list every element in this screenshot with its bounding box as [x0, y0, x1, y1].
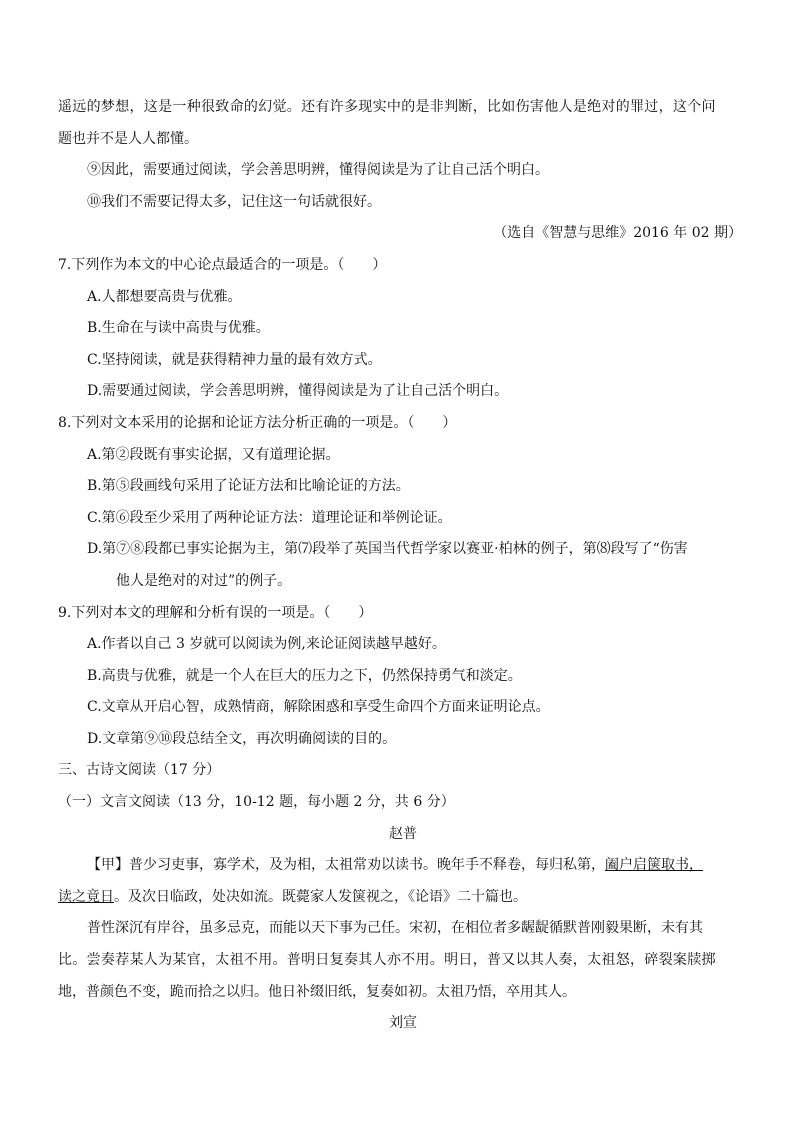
question-9-option-d: D.文章第⑨⑩段总结全文，再次明确阅读的目的。 — [87, 730, 397, 747]
question-9-option-c: C.文章从开启心智，成熟情商，解除困惑和享受生命四个方面来证明论点。 — [87, 699, 550, 716]
question-7-option-d: D.需要通过阅读，学会善思明辨，懂得阅读是为了让自己活个明白。 — [87, 383, 509, 400]
section-3-subheading: （一）文言文阅读（13 分，10-12 题，每小题 2 分，共 6 分） — [58, 794, 455, 811]
classical-text-paragraph-2-line-2: 比。尝奏荐某人为某官，太祖不用。普明日复奏其人亦不用。明日，普又以其人奏，太祖怒，碎裂案牍掷 — [58, 952, 716, 969]
jia-text-start: 【甲】普少习吏事，寡学术，及为相，太祖常劝以读书。晚年手不释卷，每归私第， — [87, 857, 605, 874]
jia-underlined-part-1: 阖户启箧取书， — [605, 857, 703, 874]
question-8-option-a: A.第②段既有事实论据，又有道理论据。 — [87, 446, 340, 463]
question-8-option-d: D.第⑦⑧段都已事实论据为主，第⑺段举了英国当代哲学家以赛亚·柏林的例子，第⑻段写了“伤害 — [87, 541, 688, 558]
question-8-stem: 8.下列对文本采用的论据和论证方法分析正确的一项是。（ ） — [58, 414, 457, 431]
question-7-option-b: B.生命在与读中高贵与优雅。 — [87, 320, 270, 337]
question-9-option-a: A.作者以自己 3 岁就可以阅读为例,来论证阅读越早越好。 — [87, 636, 446, 653]
question-7-option-a: A.人都想要高贵与优雅。 — [87, 288, 242, 305]
question-8-option-b: B.第⑤段画线句采用了论证方法和比喻论证的方法。 — [87, 478, 410, 495]
classical-text-jia-line-2 — [58, 882, 748, 914]
document-page — [58, 92, 748, 1040]
passage-line-2: 题也并不是人人都懂。 — [58, 130, 198, 147]
passage-source: （选自《智慧与思维》2016 年 02 期） — [493, 225, 742, 242]
passage-paragraph-10: ⑩我们不需要记得太多，记住这一句话就很好。 — [87, 193, 381, 210]
classical-text-paragraph-2-line-1: 普性深沉有岸谷，虽多忌克，而能以天下事为己任。宋初，在相位者多龌龊循默普刚毅果断，未有其 — [87, 920, 703, 937]
question-9-stem: 9.下列对本文的理解和分析有误的一项是。（ ） — [58, 604, 373, 621]
classical-text-jia-line-1 — [58, 850, 748, 882]
question-9-option-b: B.高贵与优雅，就是一个人在巨大的压力之下，仍然保持勇气和淡定。 — [87, 667, 522, 684]
question-7-stem: 7.下列作为本文的中心论点最适合的一项是。（ ） — [58, 256, 387, 273]
question-7-option-c: C.坚持阅读，就是获得精神力量的最有效方式。 — [87, 351, 382, 368]
passage-paragraph-9: ⑨因此，需要通过阅读，学会善思明辨，懂得阅读是为了让自己活个明白。 — [87, 162, 549, 179]
section-3-heading: 三、古诗文阅读（17 分） — [58, 762, 221, 779]
jia-text-end: 。及次日临政，处决如流。既薨家人发箧视之，《论语》二十篇也。 — [114, 888, 527, 905]
classical-text-paragraph-2-line-3: 地，普颜色不变，跪而拾之以归。他日补缀旧纸，复奏如初。太祖乃悟，卒用其人。 — [58, 983, 576, 1000]
classical-text-title-2: 刘宣 — [389, 1015, 417, 1032]
jia-underlined-part-2: 读之竟日 — [58, 888, 114, 905]
question-8-option-c: C.第⑥段至少采用了两种论证方法：道理论证和举例论证。 — [87, 509, 452, 526]
classical-text-title: 赵普 — [389, 825, 417, 842]
passage-line-1: 遥远的梦想，这是一种很致命的幻觉。还有许多现实中的是非判断，比如伤害他人是绝对的罪过，这个问 — [58, 99, 716, 115]
question-8-option-d-continued: 他人是绝对的对过”的例子。 — [116, 572, 292, 589]
